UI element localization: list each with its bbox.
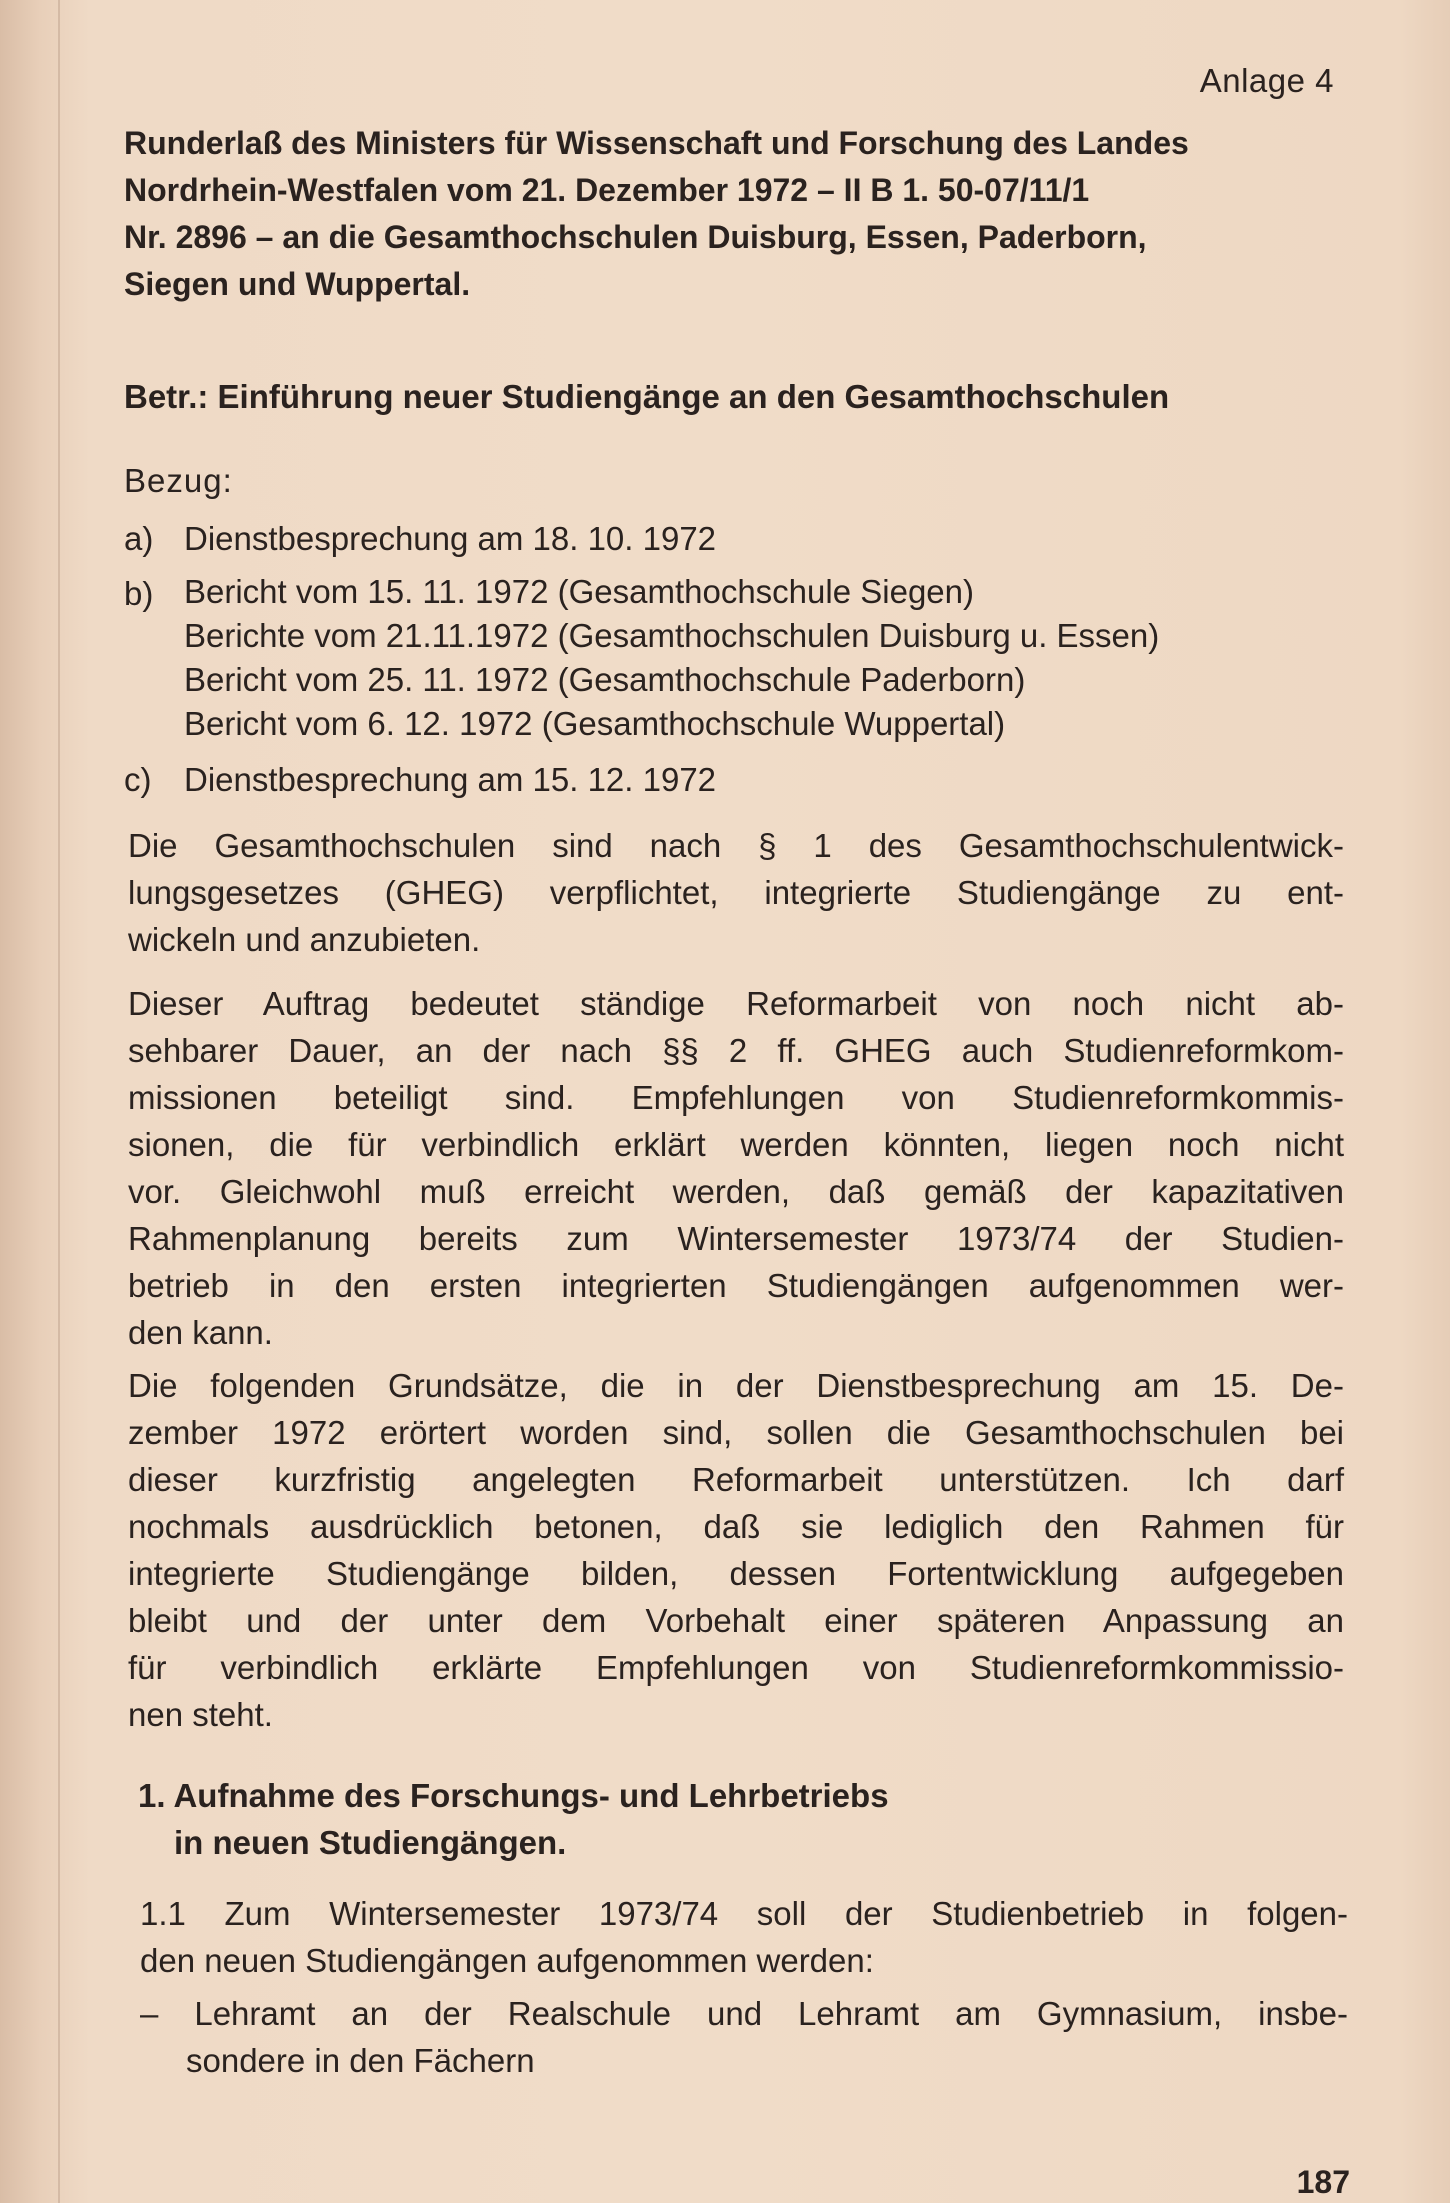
subject-line: Betr.: Einführung neuer Studiengänge an den Gesamthochschulen (124, 378, 1170, 415)
heading-line: Nr. 2896 – an die Gesamthochschulen Duisburg, Essen, Paderborn, (124, 219, 1147, 255)
subsection-paragraph (140, 1890, 1348, 1984)
paragraph-line: integrierte Studiengänge bilden, dessen Fortentwicklung aufgegeben (128, 1555, 1344, 1592)
page-gutter (58, 0, 60, 2203)
reference-label: Bezug: (124, 462, 233, 499)
paragraph-line: bleibt und der unter dem Vorbehalt einer späteren Anpassung an (128, 1602, 1344, 1639)
bullet-item (140, 1990, 1348, 2084)
page-number: 187 (1296, 2164, 1350, 2200)
paragraph-line: den neuen Studiengängen aufgenommen werden: (140, 1942, 874, 1979)
reference-line: Bericht vom 6. 12. 1972 (Gesamthochschule Wuppertal) (184, 705, 1006, 742)
paragraph-line: den kann. (128, 1314, 273, 1351)
paragraph-line: nen steht. (128, 1696, 273, 1733)
paragraph-line: missionen beteiligt sind. Empfehlungen von Studienreformkommis- (128, 1079, 1344, 1116)
paragraph-line: Dieser Auftrag bedeutet ständige Reformarbeit von noch nicht ab- (128, 985, 1344, 1022)
paragraph-line: sionen, die für verbindlich erklärt werden könnten, liegen noch nicht (128, 1126, 1344, 1163)
paragraph (128, 822, 1344, 963)
section-title-line: in neuen Studiengängen. (174, 1824, 567, 1861)
paragraph-line: lungsgesetzes (GHEG) verpflichtet, integrierte Studiengänge zu ent- (128, 874, 1344, 911)
paragraph-line: zember 1972 erörtert worden sind, sollen die Gesamthochschulen bei (128, 1414, 1344, 1451)
paragraph (128, 980, 1344, 1356)
paragraph-line: Rahmenplanung bereits zum Wintersemester 1973/74 der Studien- (128, 1220, 1344, 1257)
paragraph (128, 1362, 1344, 1738)
reference-tag: c) (124, 761, 152, 798)
reference-tag: a) (124, 520, 154, 557)
paragraph-line: betrieb in den ersten integrierten Studiengängen aufgenommen wer- (128, 1267, 1344, 1304)
paragraph-line: vor. Gleichwohl muß erreicht werden, daß gemäß der kapazitativen (128, 1173, 1344, 1210)
reference-line: Dienstbesprechung am 18. 10. 1972 (184, 520, 717, 557)
paragraph-line: Die folgenden Grundsätze, die in der Dienstbesprechung am 15. De- (128, 1367, 1344, 1404)
bullet-line: sondere in den Fächern (186, 2042, 535, 2079)
paragraph-line: 1.1 Zum Wintersemester 1973/74 soll der Studienbetrieb in folgen- (140, 1895, 1348, 1932)
paragraph-line: wickeln und anzubieten. (128, 921, 481, 958)
paragraph-line: dieser kurzfristig angelegten Reformarbeit unterstützen. Ich darf (128, 1461, 1344, 1498)
section-title (138, 1772, 889, 1866)
reference-tag: b) (124, 575, 154, 612)
reference-line: Berichte vom 21.11.1972 (Gesamthochschulen Duisburg u. Essen) (184, 617, 1160, 654)
paragraph-line: sehbarer Dauer, an der nach §§ 2 ff. GHEG auch Studienreformkom- (128, 1032, 1344, 1069)
section-title-line: 1. Aufnahme des Forschungs- und Lehrbetriebs (138, 1777, 889, 1814)
annex-label: Anlage 4 (1199, 62, 1334, 99)
reference-line: Bericht vom 15. 11. 1972 (Gesamthochschule Siegen) (184, 573, 974, 610)
bullet-line: – Lehramt an der Realschule und Lehramt am Gymnasium, insbe- (140, 1995, 1348, 2032)
reference-line: Bericht vom 25. 11. 1972 (Gesamthochschule Paderborn) (184, 661, 1026, 698)
heading-line: Siegen und Wuppertal. (124, 266, 471, 302)
heading-line: Runderlaß des Ministers für Wissenschaft und Forschung des Landes (124, 125, 1189, 161)
paragraph-line: nochmals ausdrücklich betonen, daß sie lediglich den Rahmen für (128, 1508, 1344, 1545)
paragraph-line: für verbindlich erklärte Empfehlungen von Studienreformkommissio- (128, 1649, 1344, 1686)
heading-line: Nordrhein-Westfalen vom 21. Dezember 1972 – II B 1. 50-07/11/1 (124, 172, 1090, 208)
reference-line: Dienstbesprechung am 15. 12. 1972 (184, 761, 717, 798)
decree-heading (124, 120, 1338, 308)
paragraph-line: Die Gesamthochschulen sind nach § 1 des Gesamthochschulentwick- (128, 827, 1344, 864)
